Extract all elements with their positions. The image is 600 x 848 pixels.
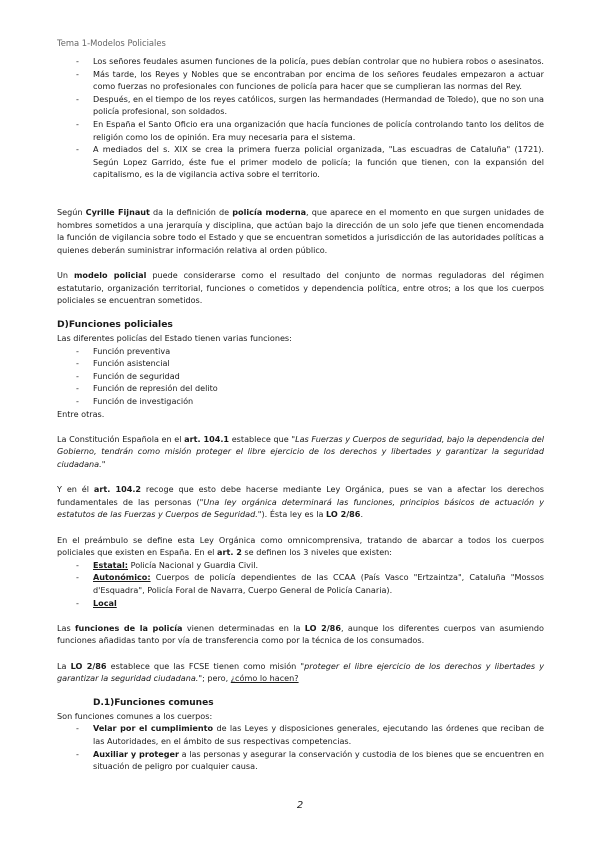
section-d1-intro: Son funciones comunes a los cuerpos: [57,710,213,721]
paragraph-funciones: Las funciones de la policía vienen determinadas en la LO 2/86, aunque los diferentes cuerpos van asumiendo funciones añadidas tanto por vía de transferencia como por la técnica de los consumados. [57,622,545,646]
history-list [57,55,544,181]
paragraph-modelo-policial: Un modelo policial puede considerarse como el resultado del conjunto de normas reguladoras del régimen estatutario, organización territorial, funciones o cometidos y dependencia política, entre otros; a los que los cuerpos policiales se encuentran sometidos. [57,270,544,306]
paragraph-fcse: La LO 2/86 establece que las FCSE tienen como misión "proteger el libre ejercicio de los derechos y libertades y garantizar la seguridad ciudadana."; pero, ¿cómo lo hacen? [57,660,544,684]
page-number: 2 [296,800,304,811]
levels-list [57,559,544,609]
list-item: - Más tarde, los Reyes y Nobles que se encontraban por encima de los señores feudales empezaron a actuar como fuerzas no profesionales con funciones de policía para hacer que se cumplieran las normas del Rey. [57,68,544,93]
list-item: - Función asistencial [57,357,544,370]
paragraph-preambulo: En el preámbulo se define esta Ley Orgánica como omnicomprensiva, tratando de abarcar a todos los cuerpos policiales que existen en España. En el art. 2 se definen los 3 niveles que existen: [57,534,544,558]
section-d-intro: Las diferentes policías del Estado tienen varias funciones: [57,333,292,344]
section-heading-d1: D.1)Funciones comunes [93,698,214,709]
section-heading-d: D)Funciones policiales [57,319,173,331]
list-item: - En España el Santo Oficio era una organización que hacía funciones de policía controlando tanto los delitos de religión como los de opinión. Era muy necesaria para el sistema. [57,118,544,143]
list-item: - Función de represión del delito [57,382,544,395]
list-item: - Función preventiva [57,345,544,358]
list-item: - Local [57,597,544,610]
section-d-outro: Entre otras. [57,408,105,419]
paragraph-art-104-1: La Constitución Española en el art. 104.1 establece que "Las Fuerzas y Cuerpos de seguridad, bajo la dependencia del Gobierno, tendrán como misión proteger el libre ejercicio de los derechos y libertades y garantizar la seguridad ciudadana." [57,433,544,469]
list-item: - Auxiliar y proteger a las personas y asegurar la conservación y custodia de los bienes que se encuentren en situación de peligro por cualquier causa. [57,748,544,773]
common-functions-list [57,722,544,772]
list-item: - Estatal: Policía Nacional y Guardia Civil. [57,559,544,572]
page-content [57,55,544,773]
running-header: Tema 1-Modelos Policiales [57,38,166,48]
list-item: - Velar por el cumplimiento de las Leyes y disposiciones generales, ejecutando las órdenes que reciban de las Autoridades, en el ámbito de sus respectivas competencias. [57,722,544,747]
list-item: - Función de investigación [57,395,544,408]
paragraph-fijnaut: Según Cyrille Fijnaut da la definición de policía moderna, que aparece en el momento en que surgen unidades de hombres sometidos a una jerarquía y disciplina, que actúan bajo la dirección de un solo jefe que tienen encomendada la función de vigilancia sobre todo el Estado y que se encuentran sometidos a jurisdicción de las autoridades políticas a quienes deberán suministrar información relativa al orden público. [57,207,544,255]
list-item: - A mediados del s. XIX se crea la primera fuerza policial organizada, "Las escuadras de Cataluña" (1721). Según Lopez Garrido, éste fue el primer modelo de policía; la función que tienen, con la expansión del capitalismo, es la de vigilancia activa sobre el territorio. [57,143,544,181]
list-item: - Función de seguridad [57,370,544,383]
list-item: - Después, en el tiempo de los reyes católicos, surgen las hermandades (Hermandad de Toledo), que no son una policía profesional, son soldados. [57,93,544,118]
list-item: - Los señores feudales asumen funciones de la policía, pues debían controlar que no hubiera robos o asesinatos. [57,55,544,68]
functions-list [57,345,544,408]
paragraph-art-104-2: Y en él art. 104.2 recoge que esto debe hacerse mediante Ley Orgánica, pues se van a afectar los derechos fundamentales de las personas ("Una ley orgánica determinará las funciones, principios básicos de actuación y estatutos de las Fuerzas y Cuerpos de Seguridad."). Ésta ley es la LO 2/86. [57,484,544,520]
list-item: - Autonómico: Cuerpos de policía dependientes de las CCAA (País Vasco "Ertzaintza", Cataluña "Mossos d'Esquadra", Policía Foral de Navarra, Cuerpo General de Policía Canaria). [57,571,544,596]
